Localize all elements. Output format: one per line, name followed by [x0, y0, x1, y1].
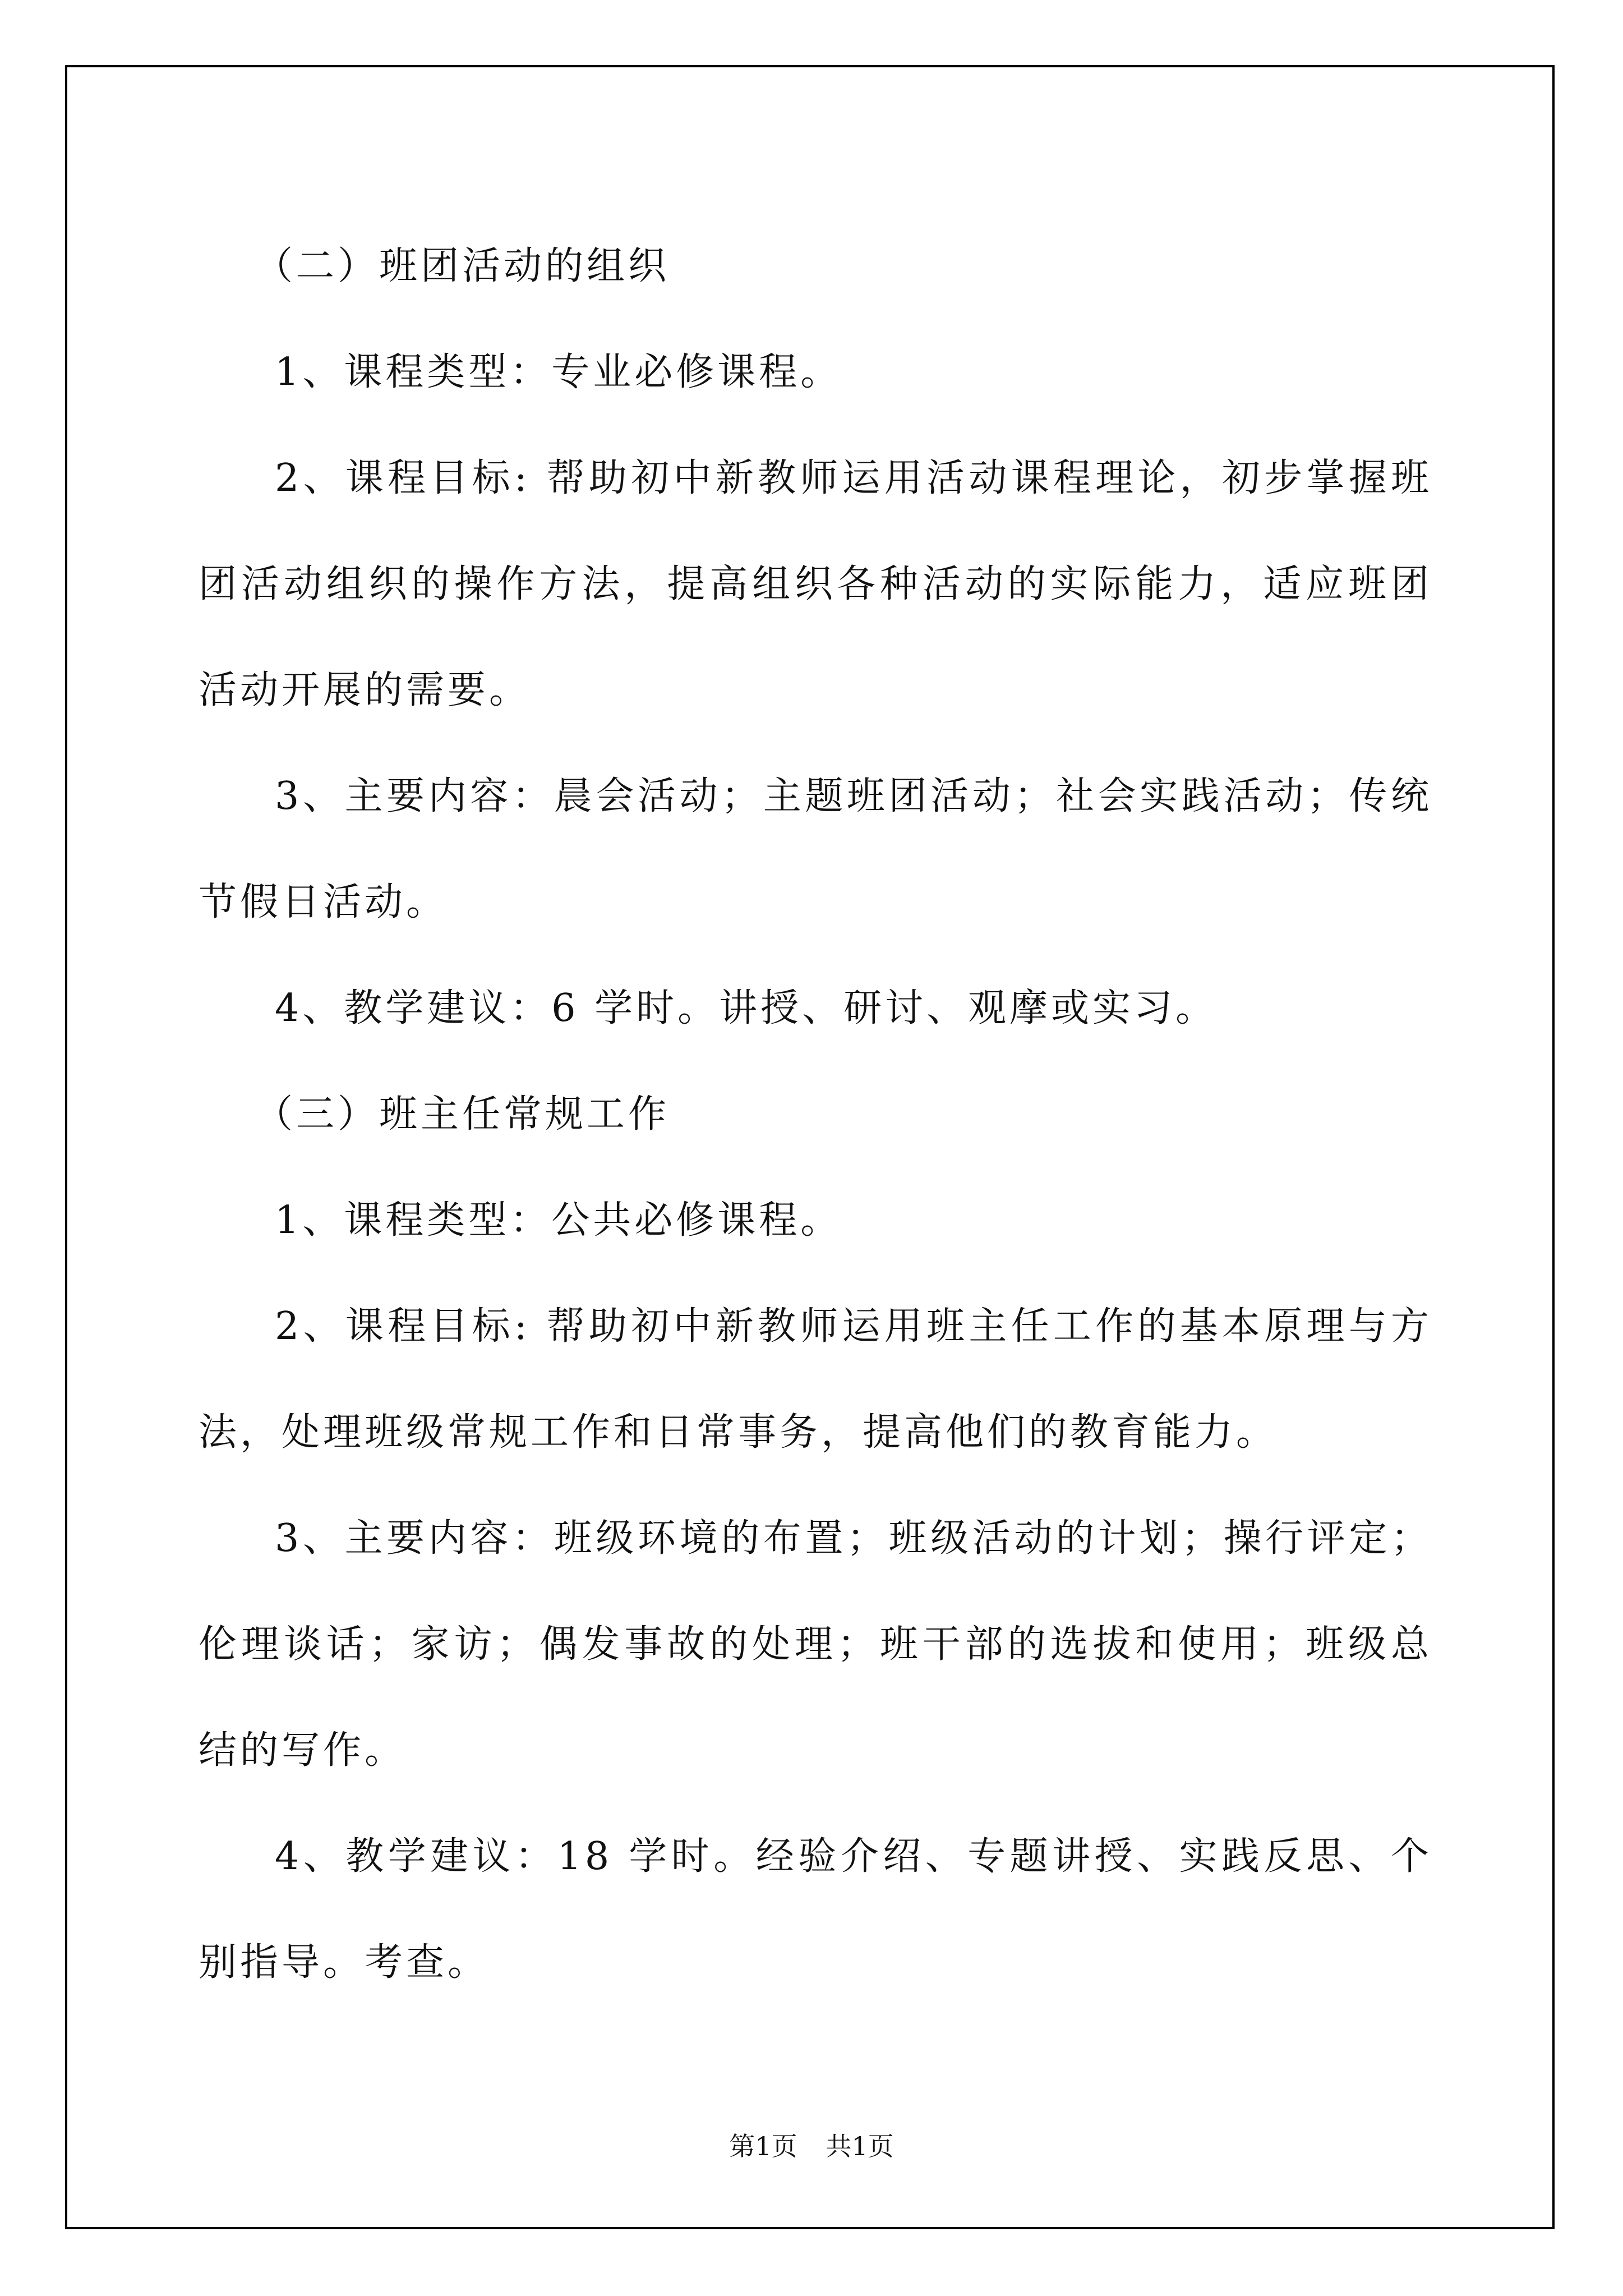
- paragraph-teaching-advice: 4、教学建议：18 学时。经验介绍、专题讲授、实践反思、个别指导。考查。: [199, 1834, 1432, 1985]
- paragraph-main-content: 3、主要内容：晨会活动；主题班团活动；社会实践活动；传统节假日活动。: [199, 774, 1432, 924]
- paragraph-course-goal: 2、课程目标: 帮助初中新教师运用班主任工作的基本原理与方法，处理班级常规工作和日常事务，提高他们的教育能力。: [199, 1304, 1432, 1455]
- page-total: 共1页: [826, 2131, 894, 2161]
- paragraph-main-content: 3、主要内容：班级环境的布置；班级活动的计划；操行评定；伦理谈话；家访；偶发事故的处理；班干部的选拔和使用；班级总结的写作。: [199, 1516, 1432, 1773]
- page-number: 第1页: [729, 2131, 797, 2161]
- document-body: [199, 213, 1432, 2016]
- section-heading: （三）班主任常规工作: [255, 1092, 670, 1137]
- section-heading: （二）班团活动的组织: [255, 244, 670, 288]
- paragraph-course-type: 1、课程类型：专业必修课程。: [275, 350, 842, 394]
- page-footer: [0, 2126, 1623, 2163]
- paragraph-course-type: 1、课程类型：公共必修课程。: [275, 1198, 842, 1243]
- paragraph-course-goal: 2、课程目标: 帮助初中新教师运用活动课程理论，初步掌握班团活动组织的操作方法，提高组织各种活动的实际能力，适应班团活动开展的需要。: [199, 456, 1432, 712]
- paragraph-teaching-advice: 4、教学建议：6 学时。讲授、研讨、观摩或实习。: [275, 986, 1218, 1030]
